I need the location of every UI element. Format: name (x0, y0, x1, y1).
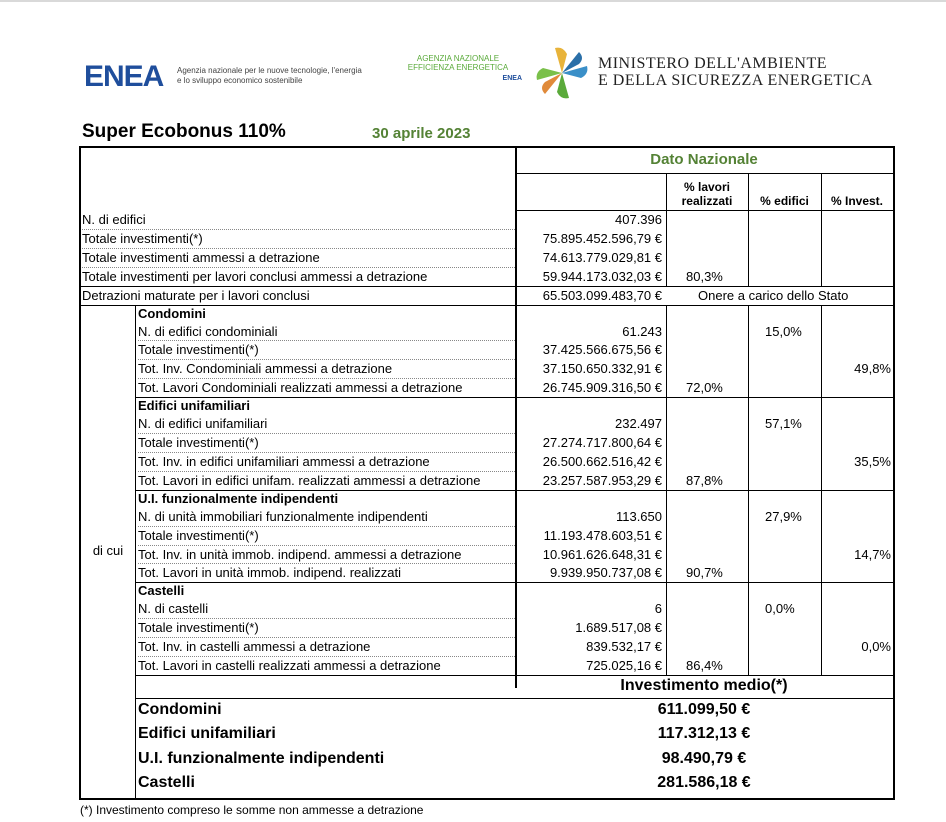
enea-description (177, 66, 362, 86)
medio-row-label: Edifici unifamiliari (138, 725, 276, 743)
ministero-name (598, 55, 873, 89)
onere-note: Onere a carico dello Stato (698, 287, 849, 303)
group-row-value: 113.650 (615, 508, 662, 524)
group-row-value: 11.193.478.603,51 € (543, 527, 662, 543)
di-cui-label: di cui (92, 543, 124, 558)
group-lavori-pct: 86,4% (686, 658, 723, 673)
medio-row-value: 98.490,79 € (661, 749, 747, 767)
efficienza-energetica-logo (394, 54, 522, 83)
group-row-value: 37.425.566.675,56 € (542, 342, 662, 358)
group-lavori-pct: 72,0% (686, 380, 723, 396)
group-edifici-pct: 0,0% (765, 601, 795, 617)
group-title: Condomini (138, 305, 206, 321)
investimento-medio-header: Investimento medio(*) (620, 676, 788, 694)
detrazioni-label: Detrazioni maturate per i lavori conclusi (82, 287, 310, 303)
group-edifici-pct: 15,0% (765, 323, 802, 339)
table-rule (666, 582, 667, 675)
group-row-value: 10.961.626.648,31 € (542, 546, 662, 562)
medio-row-value: 611.099,50 € (657, 700, 751, 718)
top-row-value: 59.944.173.032,03 € (542, 268, 662, 284)
dato-nazionale-header: Dato Nazionale (650, 151, 758, 168)
group-row-label: Totale investimenti(*) (138, 342, 259, 358)
group-title: Edifici unifamiliari (138, 398, 250, 414)
table-rule (666, 210, 667, 286)
group-row-label: Tot. Inv. in castelli ammessi a detrazione (138, 639, 371, 655)
ministero-line1: MINISTERO DELL'AMBIENTE (598, 55, 828, 72)
group-row-value: 26.500.662.516,42 € (542, 453, 662, 469)
table-rule (821, 582, 822, 675)
group-row-label: Tot. Inv. in edifici unifamiliari ammessi a detrazione (138, 453, 430, 469)
group-row-label: Tot. Lavori in castelli realizzati ammessi a detrazione (138, 658, 441, 673)
table-rule (666, 397, 667, 490)
group-invest-pct: 14,7% (854, 546, 891, 562)
report-date: 30 aprile 2023 (372, 125, 471, 142)
group-row-label: N. di edifici unifamiliari (138, 416, 268, 432)
enea-desc-line1: Agenzia nazionale per le nuove tecnologie, l'energia (177, 66, 362, 75)
ministero-line2: E DELLA SICUREZZA ENERGETICA (598, 72, 873, 89)
medio-row-label: Condomini (138, 700, 222, 718)
top-row-label: Totale investimenti ammessi a detrazione (82, 249, 320, 265)
table-rule (748, 582, 749, 675)
table-rule (666, 490, 667, 583)
medio-row-label: U.I. funzionalmente indipendenti (138, 749, 385, 767)
group-edifici-pct: 27,9% (765, 508, 802, 524)
group-title: Castelli (138, 583, 185, 599)
top-row-label: Totale investimenti(*) (82, 230, 203, 246)
efficienza-line2: EFFICIENZA ENERGETICA (407, 63, 509, 72)
col-header-edifici: % edifici (760, 194, 809, 208)
group-row-value: 9.939.950.737,08 € (549, 565, 662, 581)
group-row-value: 23.257.587.953,29 € (542, 472, 662, 488)
table-rule (821, 305, 822, 398)
group-row-value: 26.745.909.316,50 € (542, 380, 662, 396)
table-rule (748, 210, 749, 286)
group-row-label: Tot. Lavori in unità immob. indipend. realizzati (138, 565, 402, 581)
medio-row-value: 281.586,18 € (657, 773, 751, 791)
table-rule (748, 305, 749, 398)
group-invest-pct: 35,5% (854, 453, 891, 469)
table-rule (748, 490, 749, 583)
col-header-invest: % Invest. (830, 194, 884, 208)
table-rule (748, 397, 749, 490)
group-lavori-pct: 87,8% (686, 472, 723, 488)
group-row-label: N. di edifici condominiali (138, 323, 278, 339)
group-row-label: Totale investimenti(*) (138, 435, 259, 450)
ecobonus-table (79, 146, 895, 800)
group-row-label: Tot. Lavori in edifici unifam. realizzati ammessi a detrazione (138, 472, 481, 488)
group-row-value: 232.497 (615, 416, 662, 432)
top-row-value: 407.396 (615, 212, 662, 227)
medio-row-value: 117.312,13 € (657, 725, 751, 743)
group-invest-pct: 0,0% (861, 639, 891, 655)
medio-row-label: Castelli (138, 773, 195, 791)
group-row-value: 1.689.517,08 € (575, 620, 662, 636)
page-title: Super Ecobonus 110% (82, 121, 286, 142)
table-rule (821, 210, 822, 286)
enea-logo: ENEA (84, 60, 164, 93)
top-divider (0, 0, 946, 2)
top-row-label: N. di edifici (82, 212, 146, 227)
group-row-label: Tot. Inv. Condominiali ammessi a detrazione (138, 361, 393, 377)
table-rule (821, 397, 822, 490)
group-row-label: N. di castelli (138, 601, 209, 617)
group-row-label: Tot. Lavori Condominiali realizzati ammessi a detrazione (138, 380, 463, 396)
table-rule (515, 173, 893, 174)
top-row-value: 75.895.452.596,79 € (542, 230, 662, 246)
table-rule (135, 305, 136, 799)
table-rule (821, 490, 822, 583)
group-lavori-pct: 90,7% (686, 565, 723, 581)
efficienza-line1: AGENZIA NAZIONALE (416, 54, 500, 63)
top-row-value: 74.613.779.029,81 € (542, 249, 662, 265)
group-row-value: 61.243 (622, 323, 662, 339)
group-title: U.I. funzionalmente indipendenti (138, 490, 339, 506)
group-row-label: Totale investimenti(*) (138, 527, 259, 543)
group-row-label: Totale investimenti(*) (138, 620, 259, 636)
top-row-lavori-pct: 80,3% (686, 268, 723, 284)
efficienza-mark: ENEA (502, 75, 522, 82)
group-row-label: N. di unità immobiliari funzionalmente indipendenti (138, 508, 428, 524)
detrazioni-value: 65.503.099.483,70 € (542, 287, 662, 303)
footnote: (*) Investimento compreso le somme non ammesse a detrazione (80, 803, 424, 817)
group-row-label: Tot. Inv. in unità immob. indipend. ammessi a detrazione (138, 546, 462, 562)
top-row-label: Totale investimenti per lavori conclusi ammessi a detrazione (82, 268, 428, 284)
group-row-value: 27.274.717.800,64 € (542, 435, 662, 450)
enea-desc-line2: e lo sviluppo economico sostenibile (177, 76, 303, 85)
group-row-value: 725.025,16 € (586, 658, 662, 673)
group-row-value: 839.532,17 € (586, 639, 662, 655)
col-header-lavori: % lavori realizzati (681, 180, 733, 208)
table-rule (135, 582, 893, 583)
group-invest-pct: 49,8% (854, 361, 891, 377)
ministero-emblem-icon (533, 44, 591, 102)
group-edifici-pct: 57,1% (765, 416, 802, 432)
group-row-value: 6 (654, 601, 662, 617)
group-row-value: 37.150.650.332,91 € (542, 361, 662, 377)
table-rule (666, 305, 667, 398)
